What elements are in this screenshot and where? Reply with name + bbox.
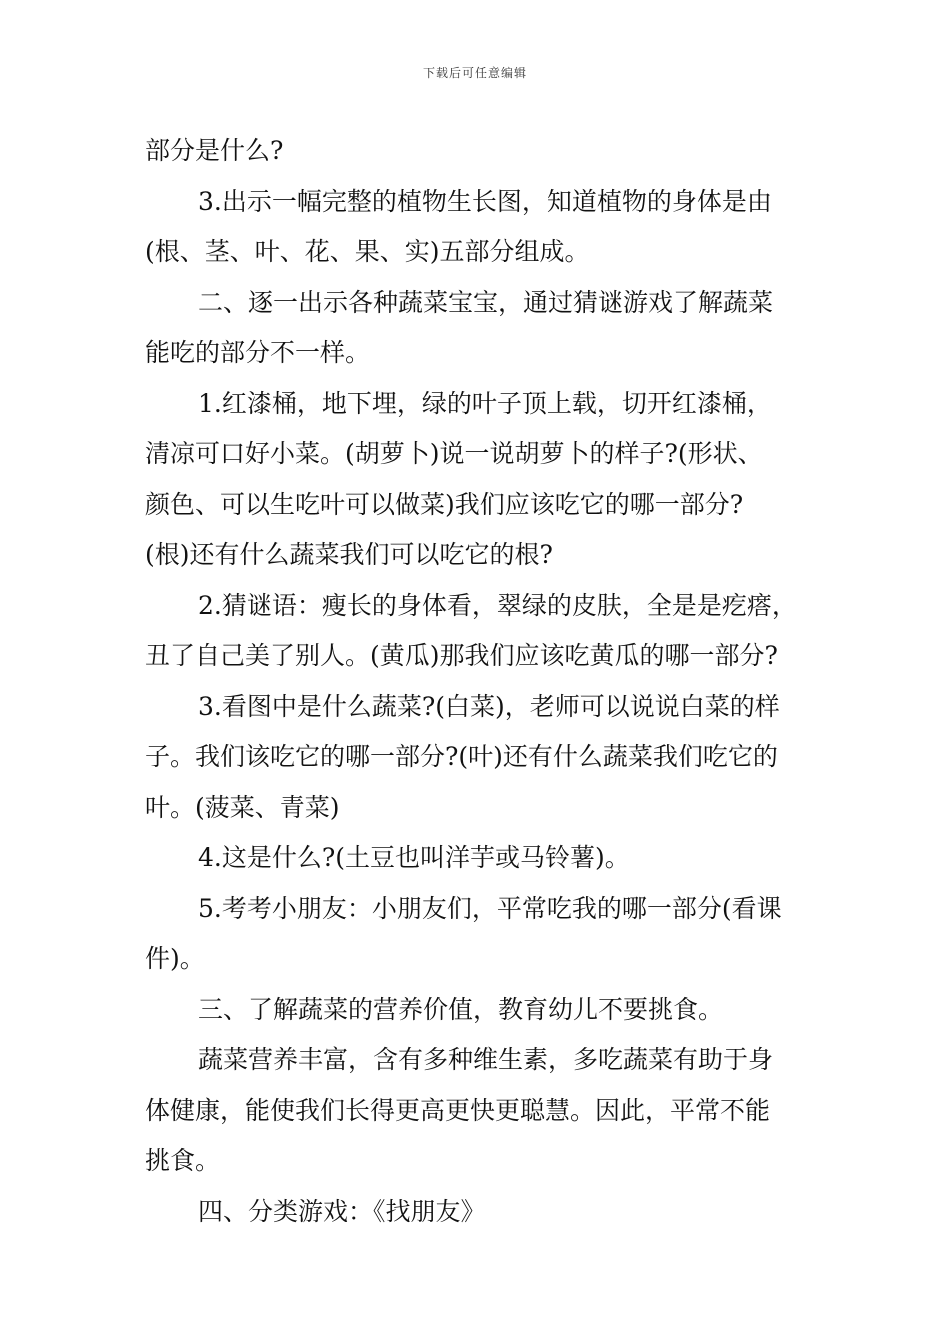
text-line: 颜色、可以生吃叶可以做菜)我们应该吃它的哪一部分? <box>145 489 744 519</box>
text-line: 丑了自己美了别人。(黄瓜)那我们应该吃黄瓜的哪一部分? <box>145 641 778 670</box>
text-line: (根)还有什么蔬菜我们可以吃它的根? <box>145 540 553 569</box>
section-heading: 二、逐一出示各种蔬菜宝宝，通过猜谜游戏了解蔬菜 <box>198 287 774 317</box>
text-line: 体健康，能使我们长得更高更快更聪慧。因此，平常不能 <box>145 1095 771 1125</box>
text-line: 5.考考小朋友：小朋友们，平常吃我的哪一部分(看课 <box>198 893 782 923</box>
text-line: 叶。(菠菜、青菜) <box>145 792 340 822</box>
text-line: 2.猜谜语：瘦长的身体看，翠绿的皮肤，全是是疙瘩， <box>198 590 797 620</box>
text-line: 挑食。 <box>145 1146 221 1175</box>
section-heading: 四、分类游戏：《找朋友》 <box>198 1196 486 1226</box>
text-line: 部分是什么? <box>145 136 284 165</box>
text-line: 3.看图中是什么蔬菜?(白菜)，老师可以说说白菜的样 <box>198 691 780 721</box>
text-line: 蔬菜营养丰富，含有多种维生素，多吃蔬菜有助于身 <box>198 1045 774 1074</box>
text-line: 能吃的部分不一样。 <box>145 338 371 367</box>
text-line: 子。我们该吃它的哪一部分?(叶)还有什么蔬菜我们吃它的 <box>145 742 778 771</box>
text-line: (根、茎、叶、花、果、实)五部分组成。 <box>145 237 590 266</box>
text-line: 3.出示一幅完整的植物生长图，知道植物的身体是由 <box>198 186 772 216</box>
document-body <box>145 126 815 1237</box>
section-heading: 三、了解蔬菜的营养价值，教育幼儿不要挑食。 <box>198 994 724 1024</box>
page-header: 下载后可任意编辑 <box>422 66 527 80</box>
text-line: 件)。 <box>145 944 205 973</box>
text-line: 1.红漆桶，地下埋，绿的叶子顶上载，切开红漆桶， <box>198 388 772 418</box>
text-line: 清凉可口好小菜。(胡萝卜)说一说胡萝卜的样子?(形状、 <box>145 439 763 468</box>
text-line: 4.这是什么?(土豆也叫洋芋或马铃薯)。 <box>198 843 630 872</box>
